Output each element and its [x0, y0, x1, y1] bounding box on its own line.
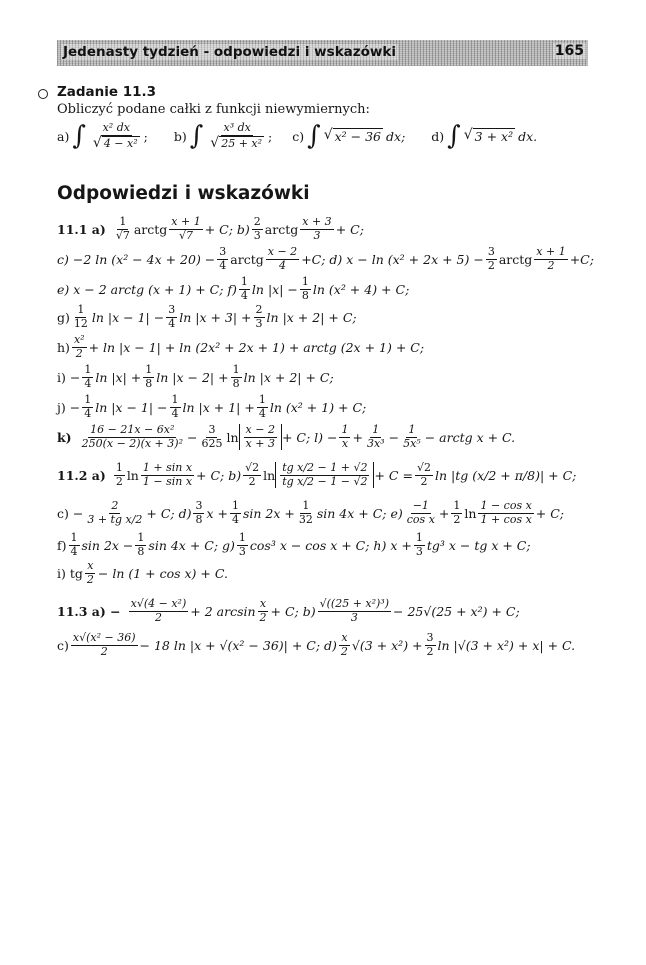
answer-line-11: f) $\frac{1}{4}$ sin 2x − $\frac{1}{8}$ sin 4x + C; g) $\frac{1}{3}$ cos³ x − cos x + C; h) x + $\frac{1}{3}$ tg³ x − tg x + C;: [57, 531, 531, 558]
answer-line-10: c) − $\frac{2}{\text{3 + tg x/2}}$ + C; d) $\frac{3}{8}$ x + $\frac{1}{4}$ sin 2x + $\frac{1}{32}$ sin 4x + C; e) $\frac{-1}{\text{cos x}}$ + $\frac{1}{2}$ ln $\frac{\text{1 − cos x}}{\text{1 + cos x}}$ + C;: [57, 499, 565, 526]
task-d-label: d): [431, 128, 445, 144]
answer-line-6: i) − $\frac{1}{4}$ ln |x| + $\frac{1}{8}$ ln |x − 2| + $\frac{1}{8}$ ln |x + 2| + C;: [57, 363, 334, 390]
page-number: 165: [554, 43, 584, 59]
answer-line-5: h) $\frac{\text{x²}}{2}$ + ln |x − 1| + ln (2x² + 2x + 1) + arctg (2x + 1) + C;: [57, 333, 425, 360]
integral-sign-icon: ∫: [189, 121, 204, 152]
header-title: Jedenasty tydzień - odpowiedzi i wskazówki: [63, 44, 396, 60]
task-b-label: b): [173, 128, 187, 144]
task-intro: Obliczyć podane całki z funkcji niewymiernych:: [57, 102, 370, 117]
task-a-label: a): [57, 128, 70, 144]
answer-line-12: i) tg $\frac{x}{2}$ − ln (1 + cos x) + C.: [57, 559, 228, 586]
task-integrals: a) ∫ x² dx √ 4 − x² ; b) ∫ x³ dx √ 25 + x² ; c) ∫ √ x² − 36 dx; d) ∫ √ 3 + x² dx.: [57, 121, 538, 152]
integral-sign-icon: ∫: [72, 121, 86, 152]
answer-line-1: 11.1 a) $\frac{1}{√7}$ arctg $\frac{x + 1}{√7}$ + C; b) $\frac{2}{3}$ arctg $\frac{x + 3}{3}$ + C;: [57, 215, 364, 242]
task-b-fraction: x³ dx √ 25 + x²: [210, 121, 263, 151]
answer-line-9: 11.2 a) $\frac{1}{2}$ ln $\frac{\text{1 + sin x}}{\text{1 − sin x}}$ + C; b) $\frac{√2}{2}$ ln $\frac{\text{tg x/2 − 1 + √2}}{\text{tg x/2 − 1 − √2}}$ + C = $\frac{√2}{2}$ ln |tg (x/2 + π/8)| + C;: [57, 461, 577, 488]
task-d-root: √ 3 + x²: [463, 127, 514, 145]
integral-sign-icon: ∫: [307, 121, 321, 152]
answer-line-2: c) −2 ln (x² − 4x + 20) − $\frac{3}{4}$ arctg $\frac{x - 2}{4}$ +C; d) x − ln (x² + 2x + 5) − $\frac{3}{2}$ arctg $\frac{x + 1}{2}$ +C;: [57, 245, 594, 272]
task-c-root: √ x² − 36: [323, 127, 382, 145]
answer-line-14: c) $\frac{\text{x√(x² − 36)}}{2}$ − 18 ln |x + √(x² − 36)| + C; d) $\frac{x}{2}$ √(3 + x²) + $\frac{3}{2}$ ln |√(3 + x²) + x| + C.: [57, 631, 576, 658]
answer-line-8: k) $\frac{\text{16 − 21x − 6x²}}{\text{250(x − 2)(x + 3)²}}$ − $\frac{3}{625}$ ln $\frac{x - 2}{x + 3}$ + C; l) − $\frac{1}{x}$ + $\frac{1}{\text{3x³}}$ − $\frac{1}{\text{5x⁵}}$ − arctg x + C.: [57, 423, 516, 450]
page-header-banner: [57, 40, 588, 66]
task-c-label: c): [292, 128, 305, 144]
task-title: Zadanie 11.3: [57, 84, 157, 100]
answer-line-3: e) x − 2 arctg (x + 1) + C; f) $\frac{1}{4}$ ln |x| − $\frac{1}{8}$ ln (x² + 4) + C;: [57, 275, 410, 302]
answer-line-7: j) − $\frac{1}{4}$ ln |x − 1| − $\frac{1}{4}$ ln |x + 1| + $\frac{1}{4}$ ln (x² + 1) + C;: [57, 393, 367, 420]
task-a-fraction: x² dx √ 4 − x²: [92, 121, 138, 151]
circle-bullet-icon: [38, 89, 48, 99]
answer-line-4: g) $\frac{1}{12}$ ln |x − 1| − $\frac{3}{4}$ ln |x + 3| + $\frac{2}{3}$ ln |x + 2| + C;: [57, 303, 357, 330]
integral-sign-icon: ∫: [447, 121, 461, 152]
answer-line-13: 11.3 a) − $\frac{\text{x√(4 − x²)}}{2}$ + 2 arcsin $\frac{x}{2}$ + C; b) $\frac{\text{√((25 + x²)³)}}{3}$ − 25√(25 + x²) + C;: [57, 597, 520, 624]
answers-heading: Odpowiedzi i wskazówki: [57, 183, 310, 204]
